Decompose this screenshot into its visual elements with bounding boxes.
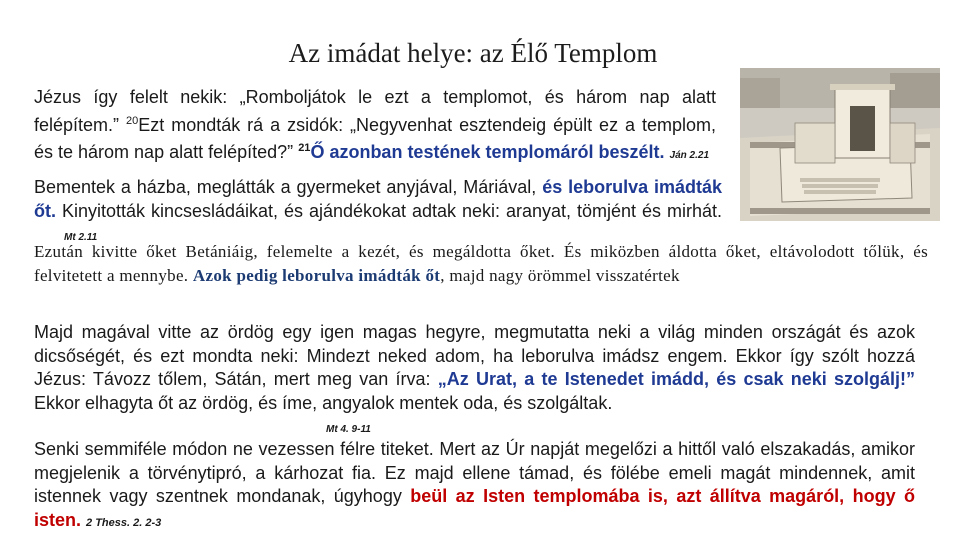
mt2-text-1: Bementek a házba, meglátták a gyermeket anyjával, Máriával, <box>34 177 537 197</box>
mt4-text-2: „Az Urat, a te Istenedet imádd, és csak neki szolgálj!” <box>437 369 915 389</box>
john-text-3: Ő azonban testének templomáról beszélt. <box>310 142 665 162</box>
reference-mt2: Mt 2.11 <box>64 232 98 243</box>
slide-title: Az imádat helye: az Élő Templom <box>288 38 658 68</box>
reference-john: Ján 2.21 <box>669 150 710 161</box>
mt2-text-2: és leborulva imádták őt. <box>34 177 722 221</box>
john-text-2: Ezt mondták rá a zsidók: „Negyvenhat esztendeig épült ez a templom, és te három nap alatt felépíted?” <box>34 114 716 162</box>
paragraph-matthew-2-11 <box>34 176 722 250</box>
temple-model-image <box>740 68 940 221</box>
luke-text-1: Ezután kivitte őket Betániáig, felemelte a kezét, és megáldotta őket. És miközben áldotta őket, eltávolodott tőlük, és felvitetett a mennybe. <box>34 242 928 285</box>
luke-text-3: , majd nagy örömmel visszatértek <box>440 266 680 285</box>
mt4-text-1: Majd magával vitte az ördög egy igen magas hegyre, megmutatta neki a világ minden országát és azok dicsőségét, és ezt mondta neki: Mindezt neked adom, ha leborulva imádsz engem. Ekkor így szólt hozzá Jézus: Távozz tőlem, Sátán, mert meg van írva: <box>34 322 915 389</box>
paragraph-2-thess <box>34 438 915 535</box>
verse-number-20: 20 <box>126 114 139 127</box>
thess-text-2: beül az Isten templomába is, azt állítva magáról, hogy ő isten. <box>34 486 915 530</box>
reference-thess: 2 Thess. 2. 2-3 <box>86 516 162 529</box>
paragraph-matthew-4 <box>34 321 915 415</box>
mt2-text-3: Kinyitották kincsesládáikat, és ajándékokat adtak neki: aranyat, tömjént és mirhát. <box>61 200 722 221</box>
verse-number-21: 21 <box>298 142 311 154</box>
paragraph-john-2-19 <box>34 86 716 168</box>
john-text-1: Jézus így felelt nekik: „Romboljátok le ezt a templomot, és három nap alatt felépítem.” <box>34 87 716 135</box>
reference-mt4: Mt 4. 9-11 <box>326 424 371 435</box>
mt4-text-3: Ekkor elhagyta őt az ördög, és íme, angyalok mentek oda, és szolgáltak. <box>34 392 613 413</box>
thess-text-1: Senki semmiféle módon ne vezessen félre titeket. Mert az Úr napját megelőzi a hittől való elszakadás, amikor megjelenik a törvénytipró, a kárhozat fia. Ez majd ellene támad, és fölébe emeli magát mindennek, amit istennek vagy szentnek mondanak, úgyhogy <box>34 439 915 506</box>
paragraph-luke-24 <box>34 240 928 288</box>
luke-text-2: Azok pedig leborulva imádták őt <box>192 266 441 285</box>
